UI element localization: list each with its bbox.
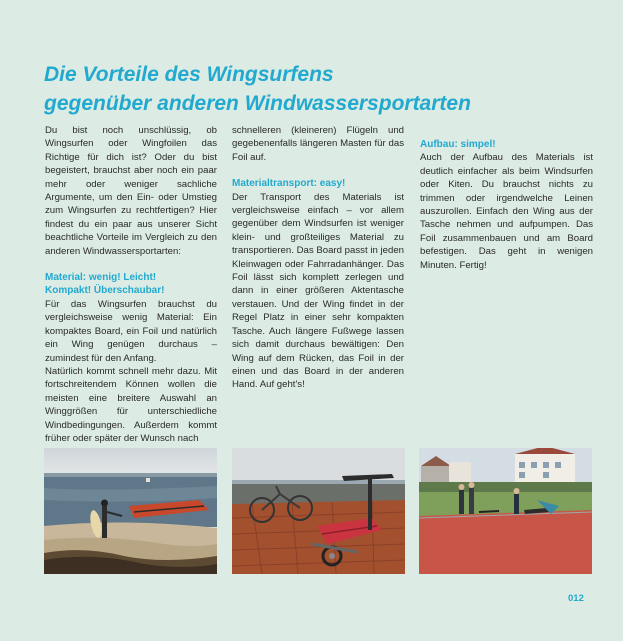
text-column-2 [232,124,404,392]
setup-paragraph: Auch der Aufbau des Materials ist deutlich einfacher als beim Windsurfen oder Kiten. Du brauchst nichts zu trimmen oder irgendwelche Leinen auszurollen. Einfach den Wing aus der Tasche nehmen und aufpumpen. Das Foil zusammenbauen und am Board befestigen. Das geht in wenigen Minuten. Fertig! [420,152,593,271]
text-column-3 [420,138,593,272]
photo-beach-wingsurfer [44,448,217,574]
material-paragraph-2-part-b: schnelleren (kleineren) Flügeln und gegebenenfalls längeren Masten für das Foil auf. [232,125,404,163]
title-line-2: gegenüber anderen Windwassersportarten [44,92,471,115]
photo-bike-trailer-board [232,448,405,574]
page-title [44,60,604,118]
section-heading-material-2: Kompakt! Überschaubar! [45,285,165,297]
section-heading-transport: Materialtransport: easy! [232,178,346,190]
intro-paragraph: Du bist noch unschlüssig, ob Wingsurfen oder Wingfoilen das Richtige für dich ist? Oder du bist begeistert, brauchst aber noch ein paar mehr oder weniger sachliche Argumente, um den Ein- oder Umstieg zum Wingsurfen zu rechtfertigen? Hier findest du ein paar aus unserer Sicht beachtliche Vorteile im Vergleich zu den anderen Windwassersportarten: [45,125,217,257]
section-heading-setup: Aufbau: simpel! [420,139,496,150]
transport-paragraph: Der Transport des Materials ist vergleichsweise einfach – vor allem gegenüber dem Windsurfen ist weniger klein- und großteiliges Material zu transportieren. Das Board passt in jeden Kleinwagen oder Fahrradanhänger. Das Foil lässt sich komplett zerlegen und dann in einer größeren Aktentasche verstauen. Und der Wing findet in der Regel Platz in einer sehr kompakten Tasche. Auch längere Fußwege lassen sich damit durchaus bewältigen: Den Wing auf dem Rücken, das Foil in der einen und das Board in der anderen Hand. Auf geht's! [232,191,404,391]
title-line-1: Die Vorteile des Wingsurfens [44,63,334,86]
section-heading-material-1: Material: wenig! Leicht! [45,272,157,284]
photo-promenade-setup [419,448,592,574]
page-number: 012 [568,593,584,604]
material-paragraph-2-part-a: Natürlich kommt schnell mehr dazu. Mit fortschreitendem Können wollen die meisten eine breitere Auswahl an Winggrößen für unterschiedliche Windbedingungen. Außerdem kommt früher oder später der Wunsch nach [45,365,217,444]
material-paragraph-1: Für das Wingsurfen brauchst du vergleichsweise wenig Material: Ein kompaktes Board, ein Foil und natürlich ein Wing genügen durchaus – zumindest für den Anfang. [45,298,217,364]
text-column-1 [45,124,217,445]
